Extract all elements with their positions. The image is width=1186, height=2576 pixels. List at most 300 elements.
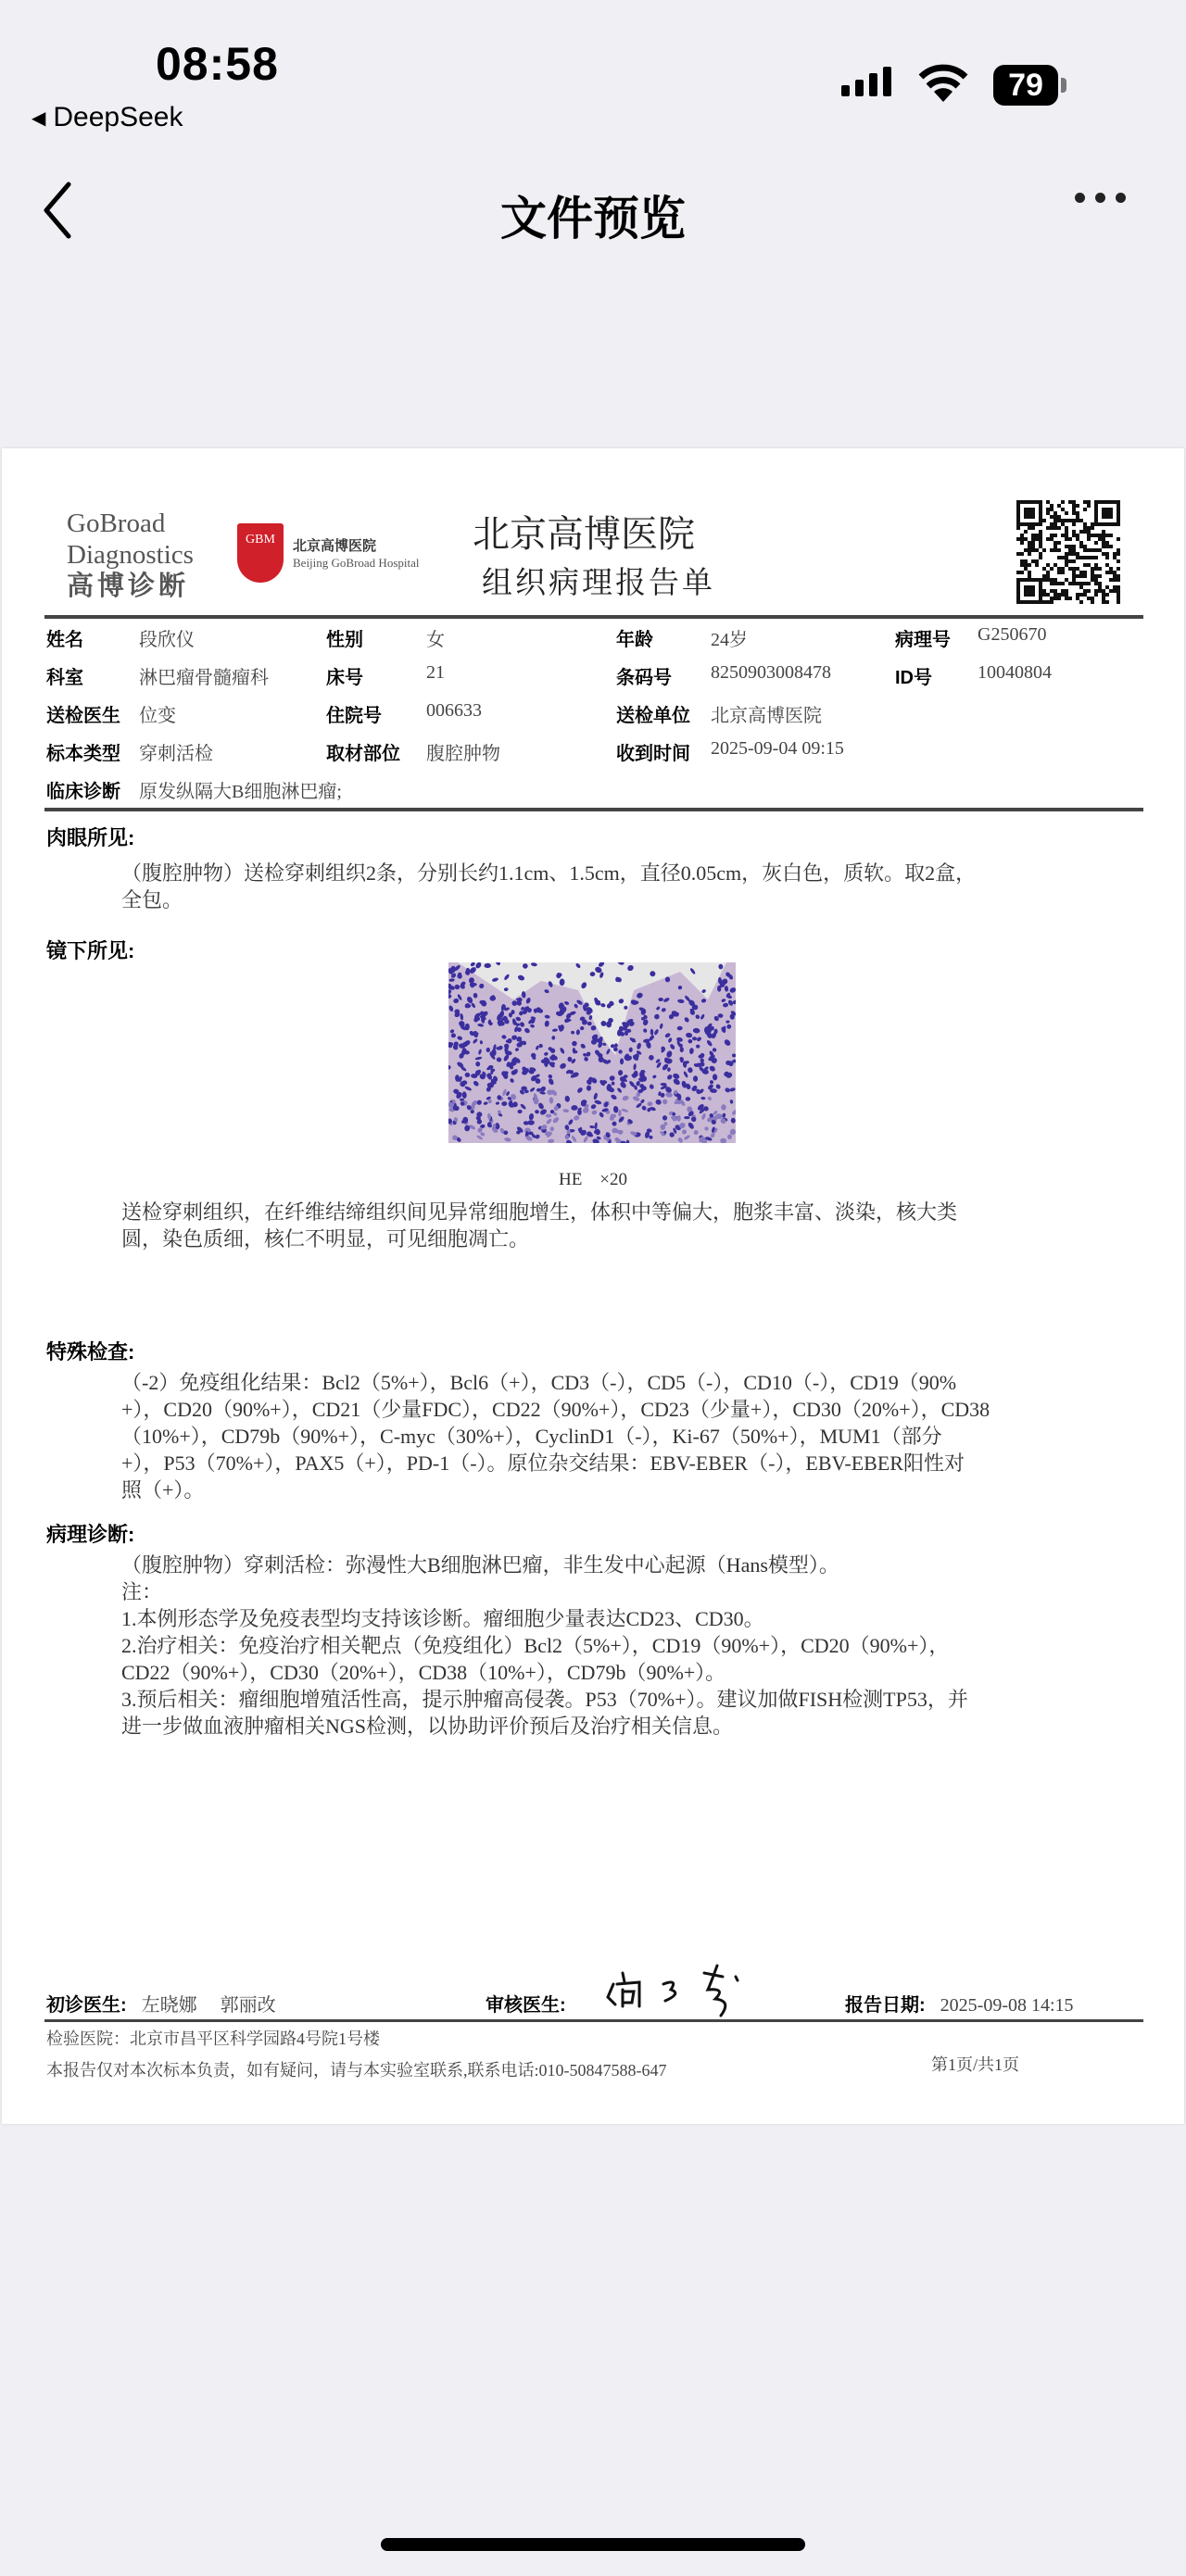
qr-module	[1035, 534, 1039, 537]
qr-module	[1054, 511, 1057, 515]
qr-module	[1091, 567, 1094, 571]
qr-module	[1024, 589, 1028, 593]
field-value: 原发纵隔大B细胞淋巴瘤;	[139, 782, 342, 802]
qr-module	[1054, 563, 1057, 567]
qr-module	[1105, 585, 1109, 589]
qr-module	[1068, 567, 1072, 571]
qr-module	[1072, 508, 1076, 511]
qr-module	[1042, 593, 1046, 597]
qr-module	[1024, 593, 1028, 597]
text-line: 圆，染色质细，核仁不明显，可见细胞凋亡。	[121, 1227, 530, 1250]
qr-module	[1028, 600, 1031, 604]
qr-module	[1016, 597, 1020, 600]
qr-module	[1102, 593, 1105, 597]
field-label: 标本类型	[46, 744, 120, 764]
qr-module	[1039, 556, 1042, 559]
qr-module	[1091, 534, 1094, 537]
qr-module	[1054, 589, 1057, 593]
qr-module	[1098, 574, 1102, 578]
qr-module	[1061, 593, 1065, 597]
qr-module	[1039, 522, 1042, 526]
qr-module	[1102, 515, 1105, 519]
qr-module	[1024, 563, 1028, 567]
qr-module	[1031, 578, 1035, 582]
qr-module	[1039, 534, 1042, 537]
qr-module	[1028, 574, 1031, 578]
qr-module	[1057, 597, 1061, 600]
qr-module	[1117, 511, 1120, 515]
qr-module	[1042, 567, 1046, 571]
qr-module	[1072, 504, 1076, 508]
qr-module	[1065, 552, 1068, 556]
cell-nucleus	[462, 1117, 468, 1124]
qr-module	[1020, 578, 1024, 582]
qr-module	[1028, 548, 1031, 552]
qr-module	[1024, 537, 1028, 541]
qr-module	[1065, 511, 1068, 515]
qr-module	[1057, 582, 1061, 585]
qr-module	[1028, 511, 1031, 515]
qr-module	[1102, 541, 1105, 545]
qr-module	[1031, 534, 1035, 537]
qr-module	[1094, 563, 1098, 567]
qr-module	[1105, 508, 1109, 511]
qr-module	[1083, 500, 1087, 504]
text-line: CD22（90%+），CD30（20%+），CD38（10%+），CD79b（90%+）。	[121, 1661, 726, 1684]
qr-module	[1109, 522, 1113, 526]
qr-module	[1076, 582, 1079, 585]
qr-module	[1016, 511, 1020, 515]
qr-module	[1024, 500, 1028, 504]
qr-module	[1039, 508, 1042, 511]
qr-module	[1105, 556, 1109, 559]
qr-module	[1091, 578, 1094, 582]
qr-module	[1016, 526, 1020, 530]
qr-module	[1083, 593, 1087, 597]
qr-module	[1024, 600, 1028, 604]
special-heading: 特殊检查:	[46, 1340, 135, 1363]
qr-module	[1039, 519, 1042, 522]
qr-module	[1117, 515, 1120, 519]
initial-doctor: 初诊医生: 左晓娜 郭丽改	[46, 1995, 276, 2016]
qr-module	[1098, 534, 1102, 537]
page-title: 文件预览	[500, 193, 686, 245]
qr-module	[1079, 541, 1083, 545]
gbm-logo-en: Beijing GoBroad Hospital	[293, 556, 420, 570]
qr-module	[1046, 500, 1050, 504]
qr-module	[1065, 526, 1068, 530]
field-value: G250670	[978, 624, 1047, 645]
qr-module	[1039, 537, 1042, 541]
qr-module	[1083, 526, 1087, 530]
qr-module	[1098, 548, 1102, 552]
back-app-label: DeepSeek	[53, 102, 183, 132]
qr-module	[1054, 597, 1057, 600]
qr-module	[1065, 534, 1068, 537]
qr-module	[1046, 508, 1050, 511]
qr-module	[1087, 500, 1091, 504]
field-label: 住院号	[326, 706, 382, 726]
qr-module	[1079, 571, 1083, 574]
qr-module	[1083, 571, 1087, 574]
qr-module	[1076, 597, 1079, 600]
qr-module	[1020, 500, 1024, 504]
qr-module	[1076, 567, 1079, 571]
battery-indicator: 79	[993, 65, 1058, 106]
qr-module	[1046, 571, 1050, 574]
qr-module	[1050, 567, 1054, 571]
qr-module	[1083, 522, 1087, 526]
qr-module	[1072, 548, 1076, 552]
qr-module	[1117, 597, 1120, 600]
qr-module	[1094, 574, 1098, 578]
qr-module	[1054, 526, 1057, 530]
qr-module	[1039, 515, 1042, 519]
field-value: 21	[426, 662, 445, 683]
qr-module	[1102, 522, 1105, 526]
text-line: +），P53（70%+），PAX5（+），PD-1（-）。原位杂交结果：EBV-EBER（-），EBV-EBER阳性对	[121, 1451, 965, 1475]
qr-module	[1065, 556, 1068, 559]
text-line: 送检穿刺组织，在纤维结缔组织间见异常细胞增生，体积中等偏大，胞浆丰富、淡染，核大类	[121, 1200, 958, 1224]
qr-module	[1068, 559, 1072, 563]
field-value: 2025-09-04 09:15	[711, 738, 844, 759]
qr-module	[1050, 515, 1054, 519]
qr-module	[1072, 574, 1076, 578]
diagnosis-text	[121, 1552, 1141, 1740]
qr-module	[1061, 522, 1065, 526]
qr-module	[1113, 556, 1117, 559]
qr-module	[1109, 571, 1113, 574]
qr-module	[1028, 526, 1031, 530]
qr-module	[1091, 597, 1094, 600]
qr-module	[1079, 574, 1083, 578]
micro-heading: 镜下所见:	[46, 939, 135, 962]
qr-module	[1102, 534, 1105, 537]
qr-module	[1039, 545, 1042, 548]
qr-module	[1102, 537, 1105, 541]
footer-divider	[44, 2019, 1143, 2022]
qr-module	[1087, 589, 1091, 593]
qr-module	[1050, 600, 1054, 604]
qr-module	[1057, 515, 1061, 519]
gbm-shield-logo: GBM	[237, 523, 284, 583]
qr-module	[1016, 537, 1020, 541]
qr-module	[1068, 552, 1072, 556]
qr-module	[1094, 556, 1098, 559]
qr-module	[1068, 519, 1072, 522]
qr-module	[1016, 585, 1020, 589]
qr-module	[1028, 589, 1031, 593]
qr-module	[1046, 537, 1050, 541]
qr-module	[1031, 585, 1035, 589]
qr-module	[1050, 548, 1054, 552]
reviewer-signature	[602, 1945, 769, 2019]
text-line: （腹腔肿物）送检穿刺组织2条，分别长约1.1cm、1.5cm，直径0.05cm，灰白色，质软。取2盒，	[121, 861, 977, 885]
qr-module	[1054, 534, 1057, 537]
qr-module	[1076, 574, 1079, 578]
field-label: 年龄	[616, 630, 653, 650]
qr-module	[1039, 585, 1042, 589]
qr-module	[1035, 537, 1039, 541]
cell-nucleus	[693, 1075, 698, 1082]
disclaimer: 本报告仅对本次标本负责，如有疑问，请与本实验室联系,联系电话:010-50847588-647	[46, 2061, 667, 2080]
qr-module	[1102, 530, 1105, 534]
qr-module	[1050, 589, 1054, 593]
qr-module	[1076, 515, 1079, 519]
text-line: 3.预后相关：瘤细胞增殖活性高，提示肿瘤高侵袭。P53（70%+）。建议加做FISH检测TP53，并	[121, 1688, 968, 1711]
status-time: 08:58	[156, 38, 279, 90]
qr-module	[1109, 511, 1113, 515]
qr-module	[1068, 597, 1072, 600]
qr-module	[1061, 582, 1065, 585]
info-divider	[44, 808, 1143, 811]
home-indicator[interactable]	[381, 2538, 805, 2551]
qr-module	[1020, 559, 1024, 563]
qr-module	[1039, 600, 1042, 604]
qr-module	[1042, 519, 1046, 522]
field-label: 收到时间	[616, 744, 690, 764]
qr-module	[1072, 571, 1076, 574]
qr-module	[1020, 522, 1024, 526]
qr-module	[1024, 548, 1028, 552]
qr-module	[1109, 500, 1113, 504]
qr-module	[1117, 578, 1120, 582]
field-value: 北京高博医院	[711, 706, 822, 726]
qr-module	[1079, 519, 1083, 522]
qr-module	[1031, 541, 1035, 545]
qr-module	[1039, 500, 1042, 504]
qr-module	[1042, 574, 1046, 578]
page-number: 第1页/共1页	[931, 2055, 1020, 2074]
qr-module	[1094, 515, 1098, 519]
qr-module	[1046, 593, 1050, 597]
qr-module	[1102, 597, 1105, 600]
qr-module	[1091, 556, 1094, 559]
qr-module	[1105, 563, 1109, 567]
field-value: 段欣仪	[139, 630, 195, 650]
qr-module	[1105, 600, 1109, 604]
qr-module	[1065, 563, 1068, 567]
qr-module	[1076, 552, 1079, 556]
qr-module	[1072, 552, 1076, 556]
qr-module	[1117, 559, 1120, 563]
qr-module	[1031, 559, 1035, 563]
field-label: 病理号	[895, 630, 951, 650]
qr-module	[1061, 567, 1065, 571]
gobroad-logo: GoBroad Diagnostics 高博诊断	[67, 509, 194, 601]
diagnosis-heading: 病理诊断:	[46, 1523, 135, 1546]
qr-module	[1057, 567, 1061, 571]
qr-module	[1042, 578, 1046, 582]
qr-module	[1024, 585, 1028, 589]
field-label: 科室	[46, 668, 83, 688]
qr-module	[1102, 552, 1105, 556]
header-divider	[44, 615, 1143, 619]
qr-module	[1117, 548, 1120, 552]
qr-module	[1083, 548, 1087, 552]
qr-module	[1061, 508, 1065, 511]
qr-module	[1065, 593, 1068, 597]
field-value: 006633	[426, 700, 482, 721]
qr-module	[1113, 500, 1117, 504]
qr-module	[1109, 545, 1113, 548]
qr-module	[1102, 508, 1105, 511]
image-caption: HE ×20	[558, 1170, 628, 1189]
qr-module	[1098, 500, 1102, 504]
qr-module	[1024, 515, 1028, 519]
field-label: 姓名	[46, 630, 83, 650]
qr-module	[1046, 578, 1050, 582]
qr-module	[1098, 537, 1102, 541]
qr-module	[1087, 537, 1091, 541]
qr-module	[1050, 526, 1054, 530]
qr-module	[1105, 545, 1109, 548]
qr-module	[1087, 582, 1091, 585]
qr-module	[1061, 534, 1065, 537]
qr-module	[1072, 522, 1076, 526]
qr-module	[1042, 600, 1046, 604]
qr-module	[1076, 534, 1079, 537]
qr-module	[1031, 522, 1035, 526]
qr-module	[1109, 515, 1113, 519]
qr-module	[1094, 593, 1098, 597]
qr-module	[1028, 571, 1031, 574]
field-label: 条码号	[616, 668, 672, 688]
qr-module	[1016, 508, 1020, 511]
qr-module	[1068, 548, 1072, 552]
text-line: 进一步做血液肿瘤相关NGS检测，以协助评价预后及治疗相关信息。	[121, 1715, 734, 1738]
qr-module	[1031, 537, 1035, 541]
report-date: 报告日期: 2025-09-08 14:15	[845, 1995, 1074, 2016]
qr-module	[1020, 541, 1024, 545]
hospital-name: 北京高博医院	[473, 513, 695, 555]
qr-module	[1117, 522, 1120, 526]
qr-module	[1072, 500, 1076, 504]
qr-module	[1039, 582, 1042, 585]
qr-module	[1068, 545, 1072, 548]
qr-module	[1072, 559, 1076, 563]
cell-nucleus	[620, 1059, 624, 1065]
qr-module	[1061, 500, 1065, 504]
qr-module	[1020, 537, 1024, 541]
qr-module	[1109, 534, 1113, 537]
qr-module	[1016, 589, 1020, 593]
field-label: 临床诊断	[46, 782, 120, 802]
qr-module	[1083, 530, 1087, 534]
qr-module	[1028, 545, 1031, 548]
qr-module	[1061, 571, 1065, 574]
qr-module	[1016, 522, 1020, 526]
qr-module	[1016, 600, 1020, 604]
qr-module	[1024, 530, 1028, 534]
more-options-icon[interactable]	[1075, 193, 1126, 203]
qr-module	[1083, 556, 1087, 559]
qr-module	[1102, 600, 1105, 604]
qr-module	[1050, 578, 1054, 582]
qr-module	[1094, 511, 1098, 515]
field-label: ID号	[895, 668, 932, 688]
qr-module	[1083, 508, 1087, 511]
review-doctor-label: 审核医生:	[486, 1995, 566, 2016]
qr-module	[1024, 508, 1028, 511]
qr-module	[1105, 552, 1109, 556]
qr-module	[1046, 574, 1050, 578]
qr-module	[1039, 589, 1042, 593]
qr-module	[1031, 526, 1035, 530]
qr-module	[1098, 582, 1102, 585]
qr-module	[1061, 519, 1065, 522]
qr-module	[1061, 556, 1065, 559]
qr-module	[1057, 519, 1061, 522]
qr-module	[1057, 504, 1061, 508]
qr-module	[1076, 556, 1079, 559]
field-label: 送检单位	[616, 706, 690, 726]
qr-module	[1117, 567, 1120, 571]
text-line: 照（+）。	[121, 1478, 205, 1502]
qr-module	[1113, 571, 1117, 574]
qr-module	[1054, 541, 1057, 545]
qr-module	[1065, 519, 1068, 522]
qr-module	[1024, 511, 1028, 515]
qr-module	[1091, 600, 1094, 604]
field-label: 床号	[326, 668, 363, 688]
qr-module	[1028, 593, 1031, 597]
back-to-app[interactable]	[32, 102, 183, 133]
text-line: +），CD20（90%+），CD21（少量FDC），CD22（90%+），CD23（少量+），CD30（20%+），CD38	[121, 1398, 990, 1421]
qr-module	[1094, 541, 1098, 545]
qr-module	[1087, 504, 1091, 508]
qr-module	[1094, 548, 1098, 552]
gbm-logo-cn: 北京高博医院	[293, 539, 377, 554]
qr-module	[1072, 545, 1076, 548]
qr-module	[1087, 526, 1091, 530]
qr-module	[1028, 585, 1031, 589]
qr-module	[1039, 541, 1042, 545]
qr-module	[1098, 585, 1102, 589]
qr-module	[1113, 522, 1117, 526]
qr-module	[1098, 522, 1102, 526]
field-value: 8250903008478	[711, 662, 831, 683]
qr-module	[1065, 597, 1068, 600]
qr-module	[1039, 511, 1042, 515]
qr-module	[1102, 545, 1105, 548]
qr-module	[1087, 556, 1091, 559]
qr-module	[1079, 593, 1083, 597]
qr-module	[1020, 571, 1024, 574]
qr-module	[1065, 545, 1068, 548]
battery-cap	[1061, 78, 1066, 93]
field-value: 女	[426, 630, 445, 650]
qr-module	[1054, 519, 1057, 522]
qr-module	[1076, 519, 1079, 522]
qr-module	[1031, 589, 1035, 593]
special-text	[121, 1369, 1141, 1503]
qr-module	[1031, 548, 1035, 552]
qr-module	[1016, 504, 1020, 508]
qr-module	[1020, 563, 1024, 567]
qr-module	[1028, 541, 1031, 545]
cell-nucleus	[587, 1022, 592, 1025]
qr-module	[1072, 578, 1076, 582]
qr-module	[1087, 597, 1091, 600]
text-line: （10%+），CD79b（90%+），C-myc（30%+），CyclinD1（-），Ki-67（50%+），MUM1（部分	[121, 1425, 942, 1448]
field-value: 淋巴瘤骨髓瘤科	[139, 668, 269, 688]
qr-module	[1057, 548, 1061, 552]
qr-module	[1050, 504, 1054, 508]
qr-module	[1035, 600, 1039, 604]
qr-module	[1113, 552, 1117, 556]
qr-module	[1050, 534, 1054, 537]
